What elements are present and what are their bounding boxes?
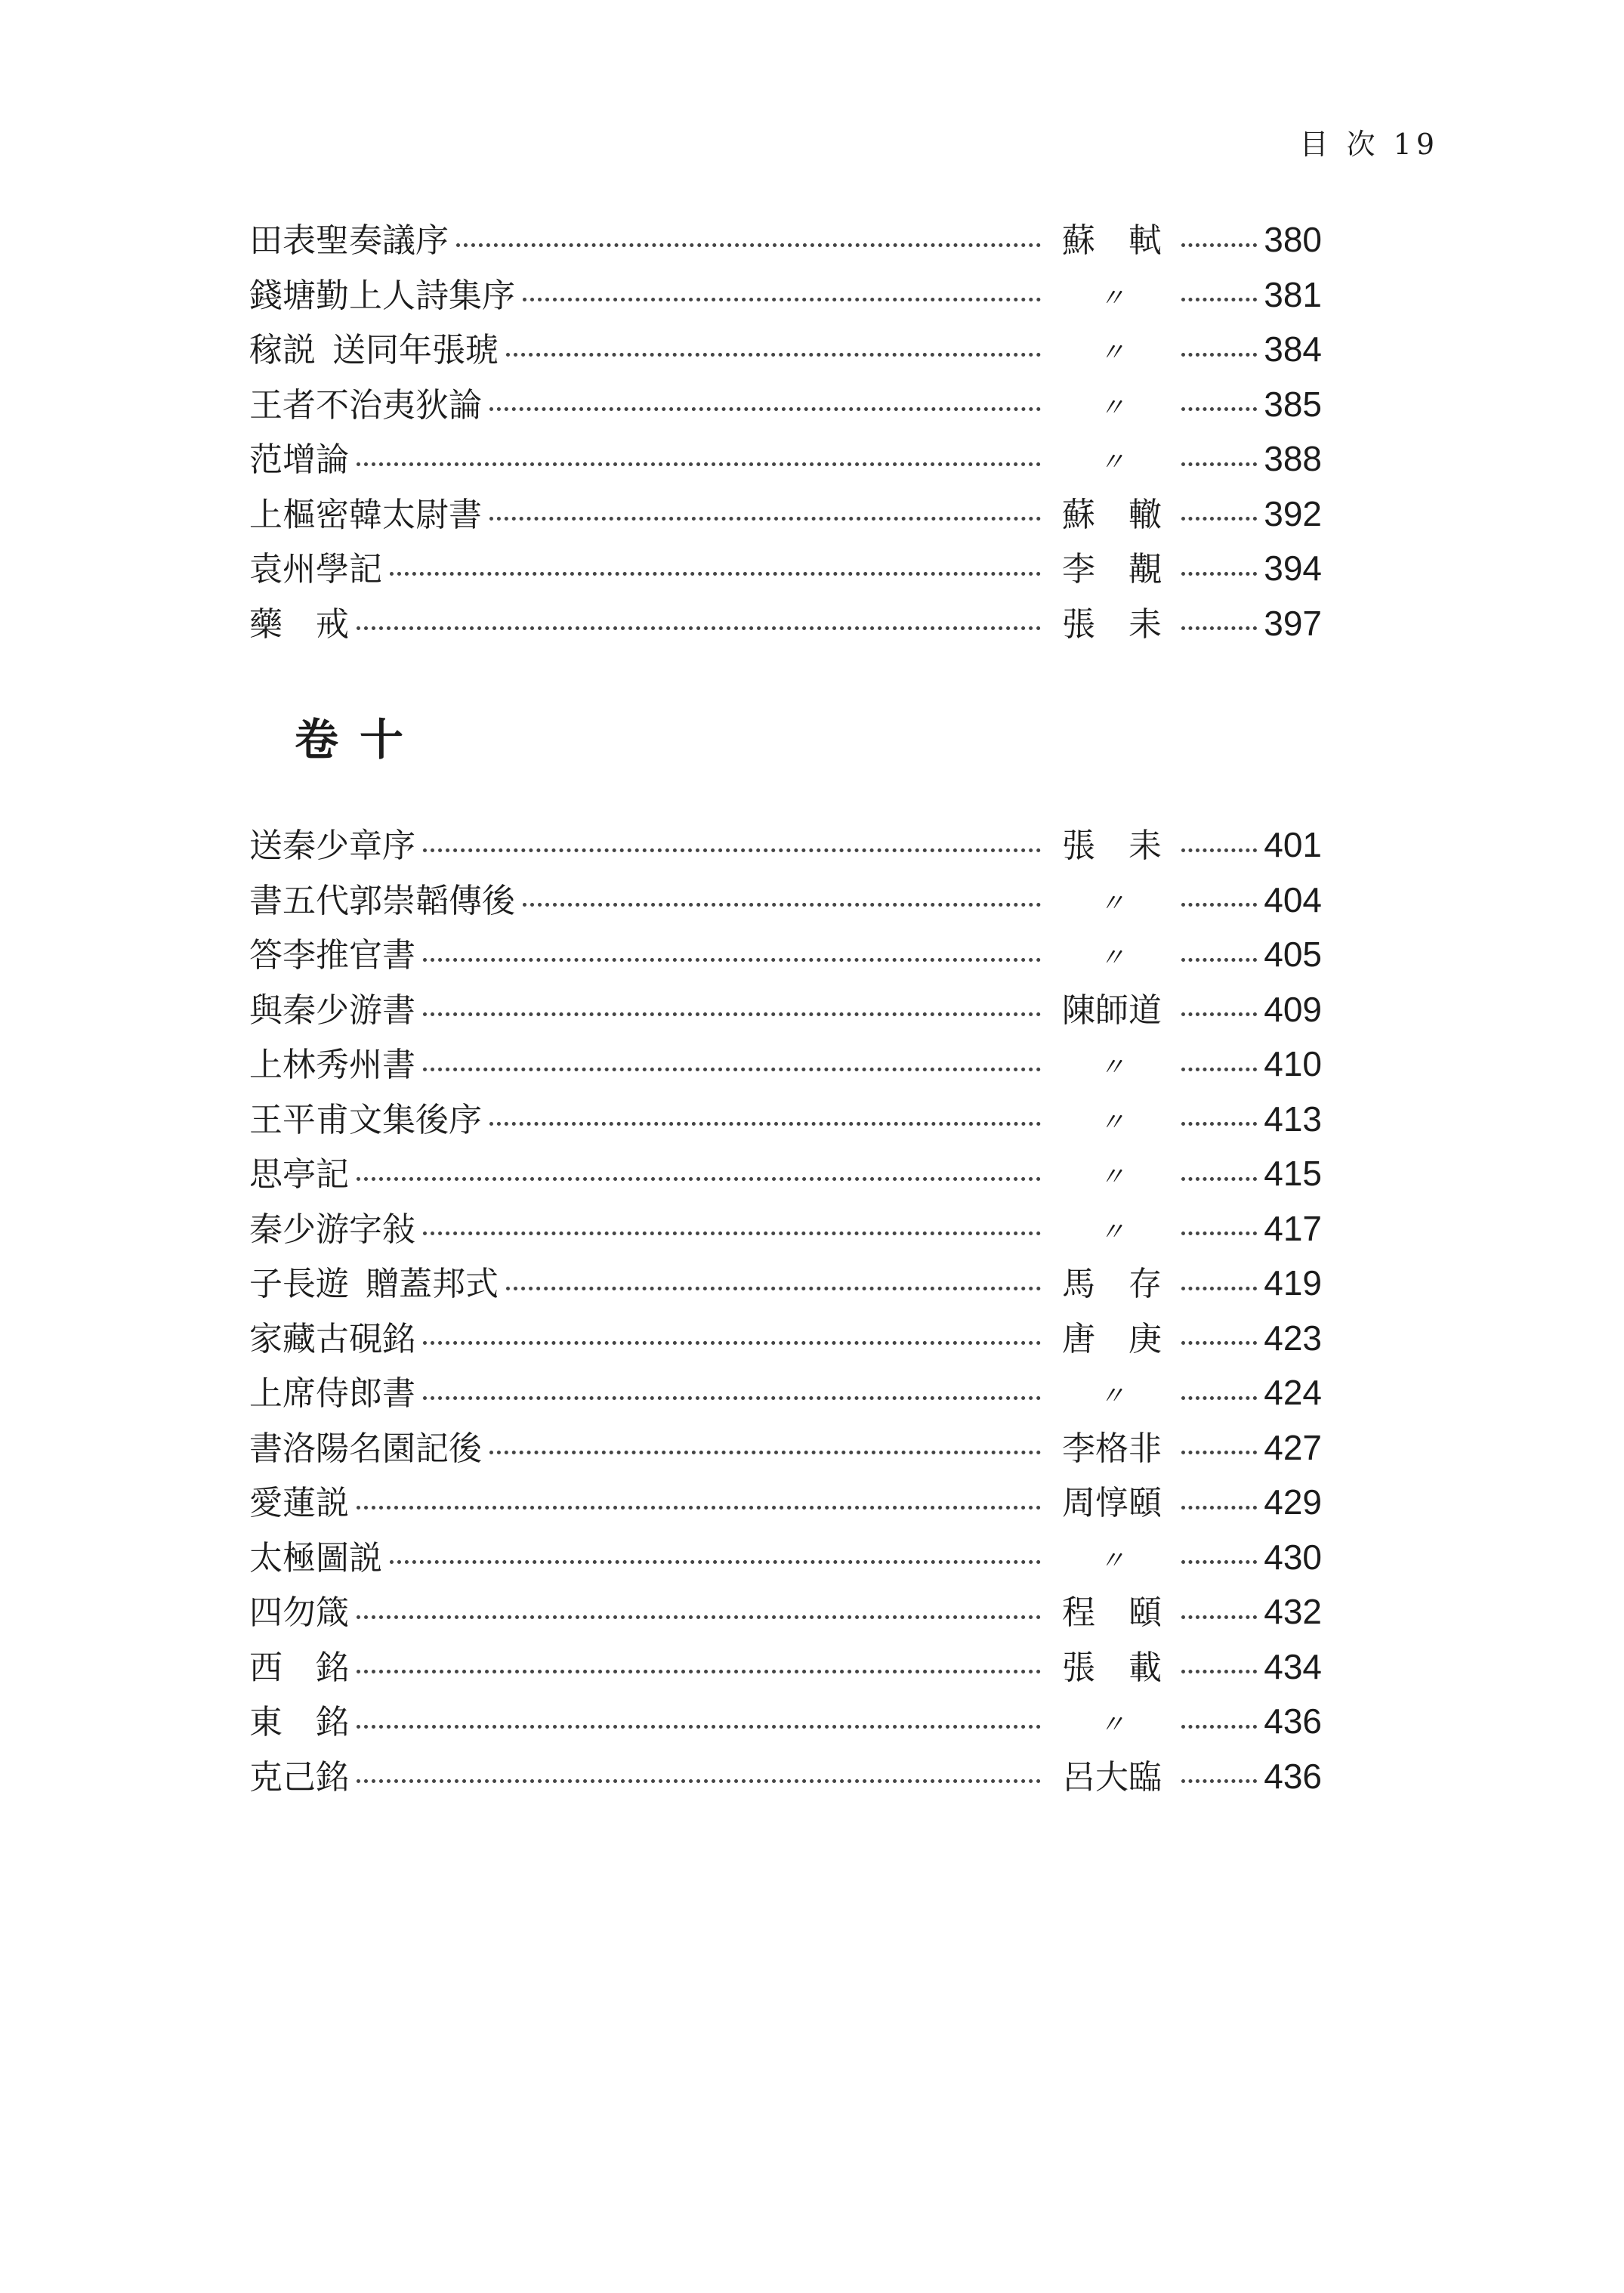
entry-subtitle: 送同年張琥 (332, 331, 499, 369)
toc-entry (249, 213, 1322, 268)
entry-page-number: 409 (1264, 989, 1322, 1029)
dot-leader (423, 848, 1041, 852)
entry-author: 周惇頤 (1062, 1484, 1162, 1522)
dot-leader (423, 1231, 1041, 1235)
entry-title-main: 王平甫文集後序 (249, 1100, 482, 1139)
toc-entry (249, 1476, 1322, 1531)
dot-leader (423, 958, 1041, 962)
entry-author: 〃 (1099, 1052, 1125, 1083)
entry-page-number: 401 (1264, 825, 1322, 864)
entry-page-number: 413 (1264, 1099, 1322, 1139)
entry-title-main: 上席侍郎書 (249, 1374, 415, 1413)
dot-leader (1181, 1725, 1257, 1729)
dot-leader (1181, 1451, 1257, 1454)
entry-title-main: 西 銘 (249, 1648, 349, 1687)
entry-page-number: 417 (1264, 1208, 1322, 1248)
entry-title-main: 稼説 (249, 331, 316, 369)
entry-page-number: 424 (1264, 1373, 1322, 1412)
dot-leader (423, 1068, 1041, 1071)
entry-title-main: 田表聖奏議序 (249, 221, 449, 260)
entry-author: 蘇 軾 (1062, 221, 1162, 260)
dot-leader (1181, 1560, 1257, 1564)
dot-leader (357, 1725, 1041, 1729)
dot-leader (489, 517, 1041, 521)
dot-leader (423, 1012, 1041, 1016)
toc-entry (249, 323, 1322, 378)
entry-page-number: 380 (1264, 220, 1322, 259)
entry-title (249, 1476, 349, 1524)
entry-title-main: 書洛陽名園記後 (249, 1429, 482, 1468)
entry-author: 〃 (1099, 338, 1125, 368)
dot-leader (1181, 1506, 1257, 1510)
entry-title (249, 1037, 415, 1086)
toc-entry (249, 818, 1322, 873)
entry-title-main: 袁州學記 (249, 550, 382, 589)
entry-title-main: 愛蓮説 (249, 1484, 349, 1522)
entry-title (249, 818, 415, 867)
entry-title (249, 487, 482, 536)
entry-title-main: 答李推官書 (249, 936, 415, 975)
toc-entry (249, 1695, 1322, 1750)
toc-entry (249, 268, 1322, 323)
entry-title (249, 1421, 482, 1469)
entry-page-number: 436 (1264, 1756, 1322, 1796)
dot-leader (489, 407, 1041, 411)
dot-leader (1181, 243, 1257, 247)
entry-author: 呂大臨 (1062, 1757, 1162, 1797)
dot-leader (1181, 407, 1257, 411)
entry-title-main: 錢塘勤上人詩集序 (249, 276, 515, 315)
entry-title (249, 213, 449, 261)
entry-page-number: 430 (1264, 1537, 1322, 1577)
volume-heading: 卷十 (295, 714, 425, 765)
toc-entry (249, 1531, 1322, 1586)
dot-leader (1181, 353, 1257, 357)
entry-page-number: 394 (1264, 549, 1322, 588)
entry-title (249, 1750, 349, 1798)
entry-title-main: 上樞密韓太尉書 (249, 495, 482, 534)
entry-page-number: 397 (1264, 603, 1322, 643)
toc-entry (249, 1092, 1322, 1148)
entry-author: 蘇 轍 (1062, 495, 1162, 534)
entry-page-number: 405 (1264, 935, 1322, 974)
entry-title-main: 藥 戒 (249, 604, 349, 644)
dot-leader (1181, 1177, 1257, 1181)
dot-leader (423, 1396, 1041, 1400)
entry-title (249, 1202, 415, 1250)
entry-author: 唐 庚 (1062, 1319, 1162, 1358)
dot-leader (1181, 517, 1257, 521)
entry-page-number: 436 (1264, 1701, 1322, 1741)
entry-page-number: 419 (1264, 1263, 1322, 1303)
entry-title (249, 1531, 382, 1579)
entry-author: 馬 存 (1062, 1265, 1162, 1303)
entry-title-main: 范增論 (249, 440, 349, 479)
dot-leader (1181, 1615, 1257, 1619)
entry-author: 〃 (1099, 1216, 1125, 1247)
entry-title-main: 上林秀州書 (249, 1046, 415, 1084)
running-header (1299, 121, 1439, 162)
toc-entry (249, 1256, 1322, 1312)
dot-leader (357, 1779, 1041, 1783)
entry-author: 張 耒 (1062, 604, 1162, 644)
entry-title (249, 928, 415, 976)
toc-section-1 (249, 213, 1322, 651)
dot-leader (1181, 1670, 1257, 1673)
entry-author: 〃 (1099, 1107, 1125, 1138)
entry-page-number: 381 (1264, 274, 1322, 314)
dot-leader (489, 1451, 1041, 1454)
entry-subtitle: 贈蓋邦式 (366, 1265, 499, 1303)
entry-title (249, 1695, 349, 1743)
entry-title-main: 書五代郭崇韜傳後 (249, 881, 515, 920)
toc-entry (249, 378, 1322, 433)
entry-page-number: 404 (1264, 879, 1322, 919)
entry-author: 〃 (1099, 888, 1125, 919)
toc-entry (249, 1585, 1322, 1640)
entry-title-main: 四勿箴 (249, 1593, 349, 1632)
entry-author: 〃 (1099, 283, 1125, 314)
entry-title (249, 542, 382, 590)
entry-author: 〃 (1099, 1710, 1125, 1740)
toc-entry (249, 1366, 1322, 1421)
toc-entry (249, 1640, 1322, 1695)
entry-title (249, 378, 482, 426)
entry-title (249, 1640, 349, 1689)
dot-leader (1181, 958, 1257, 962)
toc-entry (249, 542, 1322, 597)
entry-author: 程 頤 (1062, 1593, 1162, 1632)
entry-title (249, 1256, 499, 1305)
entry-title (249, 268, 515, 317)
entry-author: 張 載 (1062, 1648, 1162, 1687)
dot-leader (357, 1615, 1041, 1619)
entry-page-number: 434 (1264, 1646, 1322, 1686)
dot-leader (1181, 1287, 1257, 1290)
entry-page-number: 384 (1264, 329, 1322, 369)
toc-entry (249, 983, 1322, 1038)
entry-page-number: 410 (1264, 1044, 1322, 1083)
toc-entry (249, 928, 1322, 983)
entry-title (249, 597, 349, 645)
entry-author: 〃 (1099, 1381, 1125, 1411)
page-number: 19 (1393, 128, 1439, 161)
entry-author: 〃 (1099, 392, 1125, 423)
running-title: 目 次 (1299, 128, 1380, 161)
entry-title-main: 王者不治夷狄論 (249, 385, 482, 425)
entry-title-main: 克己銘 (249, 1757, 349, 1797)
dot-leader (489, 1122, 1041, 1126)
dot-leader (390, 1560, 1041, 1564)
entry-title-main: 思亭記 (249, 1155, 349, 1194)
entry-title (249, 1585, 349, 1633)
entry-title-main: 子長遊 (249, 1265, 349, 1303)
dot-leader (1181, 1779, 1257, 1783)
dot-leader (523, 903, 1041, 907)
entry-page-number: 432 (1264, 1592, 1322, 1631)
toc-section-2 (249, 818, 1322, 1804)
dot-leader (523, 298, 1041, 301)
toc-entry (249, 1421, 1322, 1476)
toc-entry (249, 1750, 1322, 1805)
dot-leader (1181, 903, 1257, 907)
entry-author: 陳師道 (1062, 990, 1162, 1030)
dot-leader (1181, 848, 1257, 852)
toc-entry (249, 1037, 1322, 1092)
entry-page-number: 429 (1264, 1482, 1322, 1522)
dot-leader (1181, 1122, 1257, 1126)
dot-leader (1181, 1012, 1257, 1016)
entry-author: 〃 (1099, 1162, 1125, 1192)
entry-author: 張 耒 (1062, 827, 1162, 865)
entry-page-number: 423 (1264, 1318, 1322, 1358)
entry-title (249, 1147, 349, 1195)
dot-leader (357, 462, 1041, 466)
entry-title (249, 873, 515, 922)
entry-page-number: 388 (1264, 439, 1322, 478)
dot-leader (1181, 298, 1257, 301)
entry-title-main: 家藏古硯銘 (249, 1319, 415, 1358)
entry-title (249, 432, 349, 481)
entry-title-main: 送秦少章序 (249, 827, 415, 865)
dot-leader (506, 1287, 1041, 1290)
entry-author: 李格非 (1062, 1429, 1162, 1468)
entry-title (249, 983, 415, 1031)
dot-leader (390, 572, 1041, 576)
entry-author: 李 覯 (1062, 550, 1162, 589)
toc-entry (249, 432, 1322, 487)
dot-leader (1181, 1341, 1257, 1345)
entry-title-main: 與秦少游書 (249, 990, 415, 1030)
dot-leader (423, 1341, 1041, 1345)
dot-leader (456, 243, 1041, 247)
entry-title-main: 太極圖説 (249, 1538, 382, 1578)
entry-title (249, 1366, 415, 1414)
entry-page-number: 385 (1264, 384, 1322, 424)
entry-author: 〃 (1099, 1545, 1125, 1576)
dot-leader (1181, 462, 1257, 466)
toc-entry (249, 1147, 1322, 1202)
entry-page-number: 392 (1264, 493, 1322, 533)
dot-leader (357, 626, 1041, 630)
dot-leader (357, 1506, 1041, 1510)
toc-entry (249, 873, 1322, 929)
dot-leader (1181, 572, 1257, 576)
toc-entry (249, 1202, 1322, 1257)
dot-leader (1181, 1396, 1257, 1400)
dot-leader (357, 1670, 1041, 1673)
toc-entry (249, 1312, 1322, 1367)
entry-page-number: 415 (1264, 1154, 1322, 1193)
entry-title-main: 秦少游字敍 (249, 1210, 415, 1249)
toc-entry (249, 597, 1322, 652)
entry-author: 〃 (1099, 943, 1125, 973)
entry-title-main: 東 銘 (249, 1703, 349, 1741)
entry-author: 〃 (1099, 447, 1125, 477)
toc-entry (249, 487, 1322, 542)
dot-leader (1181, 1068, 1257, 1071)
dot-leader (1181, 1231, 1257, 1235)
entry-title (249, 1312, 415, 1360)
entry-page-number: 427 (1264, 1427, 1322, 1467)
entry-title (249, 1092, 482, 1141)
dot-leader (1181, 626, 1257, 630)
entry-title (249, 323, 499, 371)
dot-leader (357, 1177, 1041, 1181)
dot-leader (506, 353, 1041, 357)
